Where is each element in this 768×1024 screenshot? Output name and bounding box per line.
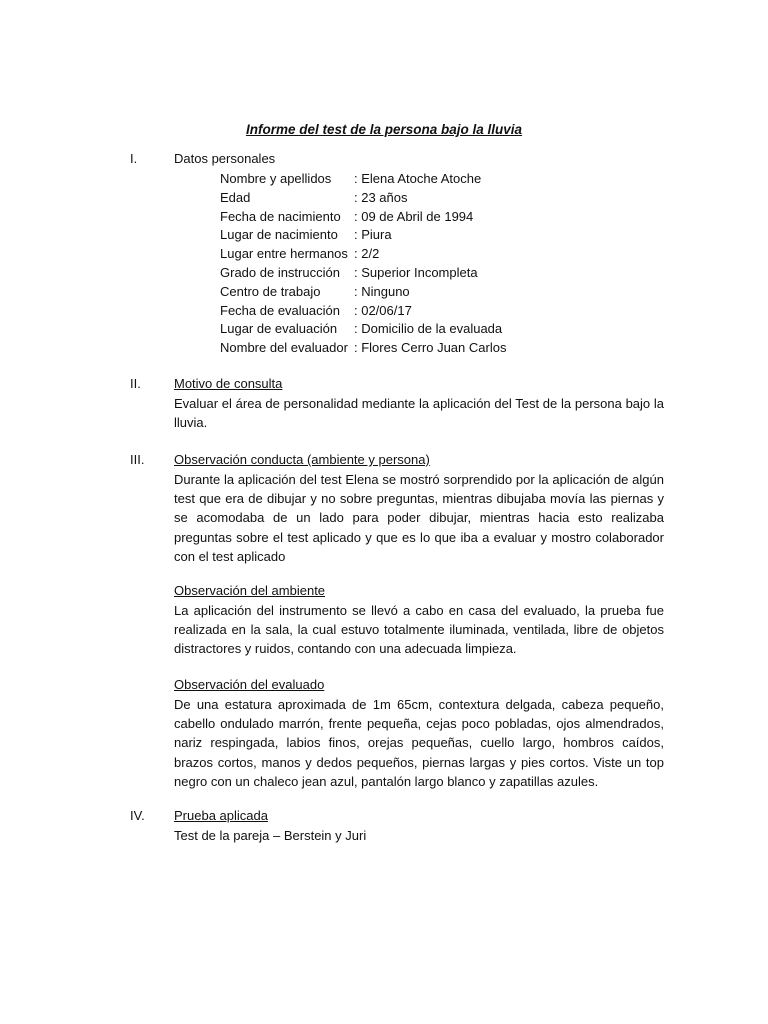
- section-paragraph: Test de la pareja – Berstein y Juri: [174, 828, 367, 843]
- field-value: : 09 de Abril de 1994: [354, 208, 474, 224]
- field-row-birthdate: [220, 208, 506, 227]
- field-label: Nombre del evaluador: [220, 340, 348, 356]
- personal-data-list: [220, 170, 506, 358]
- subsection-heading-evaluee: Observación del evaluado: [174, 677, 325, 692]
- field-row-workplace: [220, 283, 506, 302]
- field-value: : 23 años: [354, 189, 408, 205]
- field-label: Lugar de evaluación: [220, 321, 338, 337]
- field-value: : Piura: [354, 227, 392, 243]
- field-value: : Elena Atoche Atoche: [354, 171, 482, 186]
- field-value: : Superior Incompleta: [354, 264, 478, 280]
- subsection-paragraph-environment: La aplicación del instrumento se llevó a cabo en casa del evaluado, la prueba fue realizada en la sala, la cual estuvo totalmente iluminada, ventilada, libre de objetos distractores y ruidos, contando con una adecuada limpieza.: [174, 603, 664, 657]
- field-value: : 2/2: [354, 246, 380, 262]
- field-label: Centro de trabajo: [220, 283, 321, 299]
- field-row-eval-date: [220, 302, 506, 321]
- section-number: II.: [130, 376, 141, 391]
- section-number: IV.: [130, 808, 145, 823]
- field-row-evaluator: [220, 339, 506, 358]
- field-row-age: [220, 189, 506, 208]
- field-row-education: [220, 264, 506, 283]
- field-value: : Domicilio de la evaluada: [354, 321, 503, 337]
- field-row-eval-place: [220, 320, 506, 339]
- section-number: III.: [130, 452, 145, 467]
- field-label: Lugar entre hermanos: [220, 246, 348, 262]
- field-row-birthplace: [220, 226, 506, 245]
- subsection-heading-environment: Observación del ambiente: [174, 583, 326, 598]
- section-heading: Motivo de consulta: [174, 376, 283, 391]
- section-paragraph: Evaluar el área de personalidad mediante la aplicación del Test de la persona bajo la lluvia.: [174, 396, 664, 431]
- section-heading: Prueba aplicada: [174, 808, 268, 823]
- field-label: Fecha de evaluación: [220, 302, 340, 318]
- field-row-sibling-order: [220, 245, 506, 264]
- field-value: : 02/06/17: [354, 302, 412, 318]
- document-title: Informe del test de la persona bajo la lluvia: [245, 122, 523, 137]
- section-heading: Observación conducta (ambiente y persona): [174, 452, 430, 467]
- field-value: : Flores Cerro Juan Carlos: [354, 340, 507, 356]
- field-label: Fecha de nacimiento: [220, 208, 341, 224]
- field-label: Lugar de nacimiento: [220, 227, 338, 243]
- field-row-name: [220, 170, 506, 189]
- field-label: Nombre y apellidos: [220, 171, 332, 186]
- field-value: : Ninguno: [354, 283, 410, 299]
- subsection-paragraph-evaluee: De una estatura aproximada de 1m 65cm, contextura delgada, cabeza pequeño, cabello ondulado marrón, frente pequeña, cejas poco pobladas, ojos almendrados, nariz respingada, labios finos, orejas pequeñas, cuello largo, hombros caídos, brazos cortos, manos y dedos pequeños, piernas largas y pies cortos. Viste un top negro con un chaleco jean azul, pantalón largo blanco y zapatillas azules.: [174, 697, 664, 789]
- section-paragraph: Durante la aplicación del test Elena se mostró sorprendido por la aplicación de algún test que era de dibujar y no sobre preguntas, mientras dibujaba movía las piernas y se acomodaba de un lado para poder dibujar, mientras hacia esto realizaba preguntas sobre el test aplicado y que es lo que iba a evaluar y mostro colaborador con el test aplicado: [174, 472, 664, 564]
- field-label: Edad: [220, 189, 251, 205]
- field-label: Grado de instrucción: [220, 264, 340, 280]
- section-number: I.: [130, 151, 138, 166]
- section-heading: Datos personales: [174, 151, 276, 166]
